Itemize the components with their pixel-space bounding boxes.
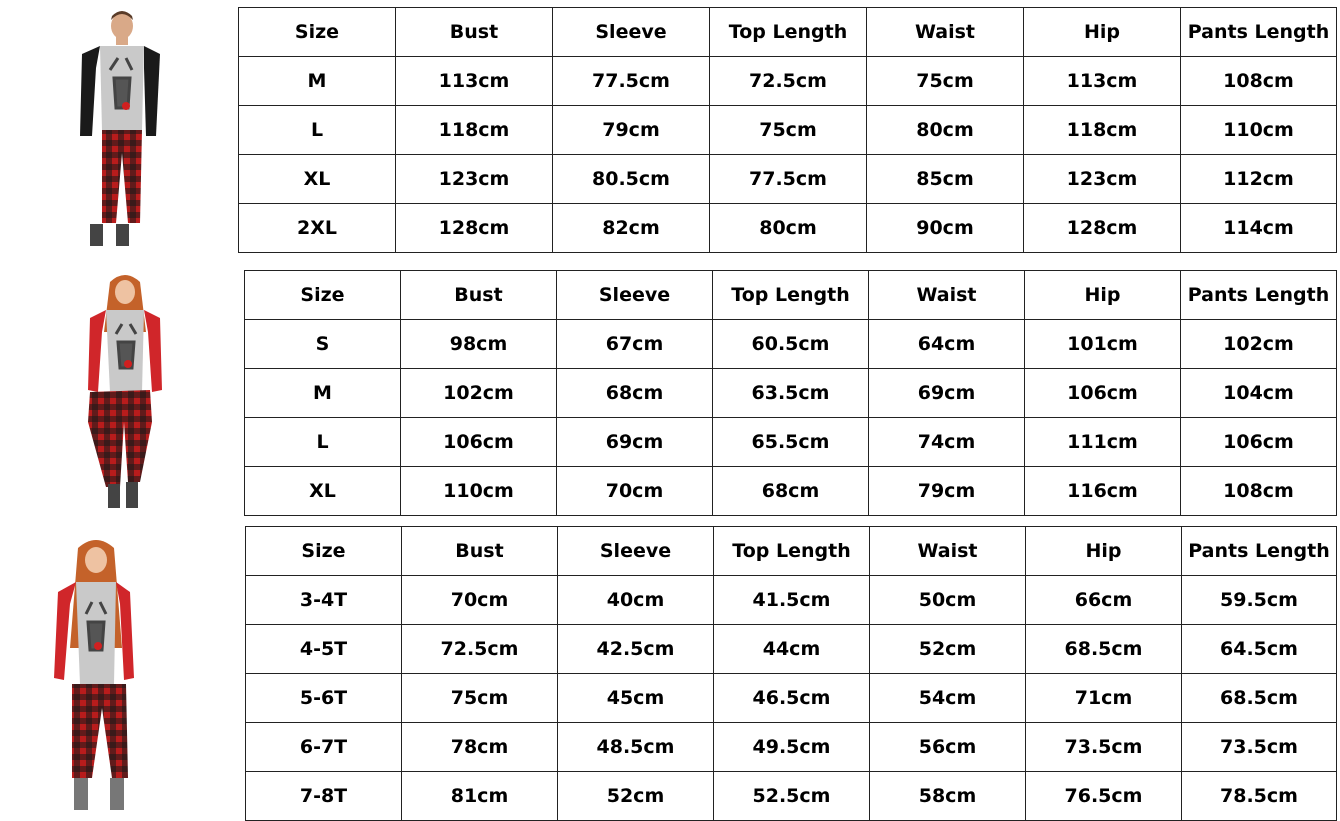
measurement-cell: 72.5cm [710,57,867,106]
measurement-cell: 110cm [1181,106,1337,155]
measurement-cell: 106cm [401,418,557,467]
measurement-cell: 70cm [557,467,713,516]
measurement-cell: 90cm [867,204,1024,253]
measurement-cell: 104cm [1181,369,1337,418]
measurement-cell: 80.5cm [553,155,710,204]
table-row [246,625,1337,674]
column-header: Bust [401,271,557,320]
measurement-cell: 52cm [558,772,714,821]
measurement-cell: 116cm [1025,467,1181,516]
measurement-cell: 52.5cm [714,772,870,821]
measurement-cell: 108cm [1181,467,1337,516]
measurement-cell: 48.5cm [558,723,714,772]
measurement-cell: 50cm [870,576,1026,625]
measurement-cell: 76.5cm [1026,772,1182,821]
size-cell: XL [239,155,396,204]
table-header-row [245,271,1337,320]
table-header-row [246,527,1337,576]
size-cell: L [239,106,396,155]
measurement-cell: 75cm [710,106,867,155]
column-header: Size [239,8,396,57]
measurement-cell: 66cm [1026,576,1182,625]
column-header: Waist [870,527,1026,576]
measurement-cell: 60.5cm [713,320,869,369]
measurement-cell: 64.5cm [1182,625,1337,674]
measurement-cell: 75cm [402,674,558,723]
size-cell: XL [245,467,401,516]
measurement-cell: 81cm [402,772,558,821]
measurement-cell: 75cm [867,57,1024,106]
column-header: Top Length [714,527,870,576]
table-row [239,57,1337,106]
measurement-cell: 112cm [1181,155,1337,204]
measurement-cell: 123cm [396,155,553,204]
measurement-cell: 102cm [1181,320,1337,369]
table-row [246,772,1337,821]
size-cell: M [245,369,401,418]
measurement-cell: 85cm [867,155,1024,204]
measurement-cell: 59.5cm [1182,576,1337,625]
size-cell: 2XL [239,204,396,253]
measurement-cell: 128cm [1024,204,1181,253]
measurement-cell: 78cm [402,723,558,772]
size-cell: 6-7T [246,723,402,772]
measurement-cell: 80cm [867,106,1024,155]
table-row [245,418,1337,467]
measurement-cell: 118cm [1024,106,1181,155]
measurement-cell: 114cm [1181,204,1337,253]
table-row [245,320,1337,369]
column-header: Bust [396,8,553,57]
measurement-cell: 77.5cm [553,57,710,106]
size-cell: 3-4T [246,576,402,625]
measurement-cell: 72.5cm [402,625,558,674]
size-cell: 5-6T [246,674,402,723]
size-cell: S [245,320,401,369]
measurement-cell: 69cm [557,418,713,467]
measurement-cell: 82cm [553,204,710,253]
table-row [239,106,1337,155]
measurement-cell: 106cm [1025,369,1181,418]
measurement-cell: 78.5cm [1182,772,1337,821]
table-row [246,674,1337,723]
measurement-cell: 79cm [869,467,1025,516]
measurement-cell: 123cm [1024,155,1181,204]
measurement-cell: 98cm [401,320,557,369]
measurement-cell: 40cm [558,576,714,625]
measurement-cell: 110cm [401,467,557,516]
table-row [246,576,1337,625]
column-header: Bust [402,527,558,576]
measurement-cell: 118cm [396,106,553,155]
measurement-cell: 73.5cm [1026,723,1182,772]
man-model-photo [70,8,170,253]
table-row [245,467,1337,516]
measurement-cell: 45cm [558,674,714,723]
measurement-cell: 106cm [1181,418,1337,467]
measurement-cell: 56cm [870,723,1026,772]
men-size-table [238,7,1337,253]
measurement-cell: 128cm [396,204,553,253]
measurement-cell: 46.5cm [714,674,870,723]
measurement-cell: 71cm [1026,674,1182,723]
size-cell: 7-8T [246,772,402,821]
measurement-cell: 68.5cm [1026,625,1182,674]
column-header: Waist [867,8,1024,57]
column-header: Pants Length [1181,8,1337,57]
column-header: Pants Length [1181,271,1337,320]
measurement-cell: 79cm [553,106,710,155]
measurement-cell: 73.5cm [1182,723,1337,772]
woman-model-photo [80,272,170,512]
measurement-cell: 68.5cm [1182,674,1337,723]
measurement-cell: 74cm [869,418,1025,467]
measurement-cell: 77.5cm [710,155,867,204]
girl-model-photo [50,538,140,816]
measurement-cell: 108cm [1181,57,1337,106]
measurement-cell: 80cm [710,204,867,253]
measurement-cell: 67cm [557,320,713,369]
measurement-cell: 113cm [396,57,553,106]
measurement-cell: 44cm [714,625,870,674]
measurement-cell: 42.5cm [558,625,714,674]
table-row [246,723,1337,772]
measurement-cell: 41.5cm [714,576,870,625]
column-header: Pants Length [1182,527,1337,576]
column-header: Size [245,271,401,320]
column-header: Hip [1025,271,1181,320]
kids-size-table [245,526,1337,821]
table-row [239,155,1337,204]
measurement-cell: 49.5cm [714,723,870,772]
measurement-cell: 102cm [401,369,557,418]
measurement-cell: 68cm [557,369,713,418]
column-header: Sleeve [558,527,714,576]
table-row [239,204,1337,253]
column-header: Hip [1026,527,1182,576]
table-header-row [239,8,1337,57]
table-row [245,369,1337,418]
column-header: Top Length [713,271,869,320]
measurement-cell: 113cm [1024,57,1181,106]
measurement-cell: 52cm [870,625,1026,674]
women-size-table [244,270,1337,516]
column-header: Size [246,527,402,576]
measurement-cell: 63.5cm [713,369,869,418]
measurement-cell: 111cm [1025,418,1181,467]
column-header: Hip [1024,8,1181,57]
size-cell: M [239,57,396,106]
measurement-cell: 70cm [402,576,558,625]
size-cell: 4-5T [246,625,402,674]
measurement-cell: 68cm [713,467,869,516]
measurement-cell: 64cm [869,320,1025,369]
measurement-cell: 69cm [869,369,1025,418]
column-header: Sleeve [557,271,713,320]
measurement-cell: 101cm [1025,320,1181,369]
measurement-cell: 54cm [870,674,1026,723]
column-header: Sleeve [553,8,710,57]
measurement-cell: 58cm [870,772,1026,821]
measurement-cell: 65.5cm [713,418,869,467]
column-header: Waist [869,271,1025,320]
column-header: Top Length [710,8,867,57]
size-cell: L [245,418,401,467]
